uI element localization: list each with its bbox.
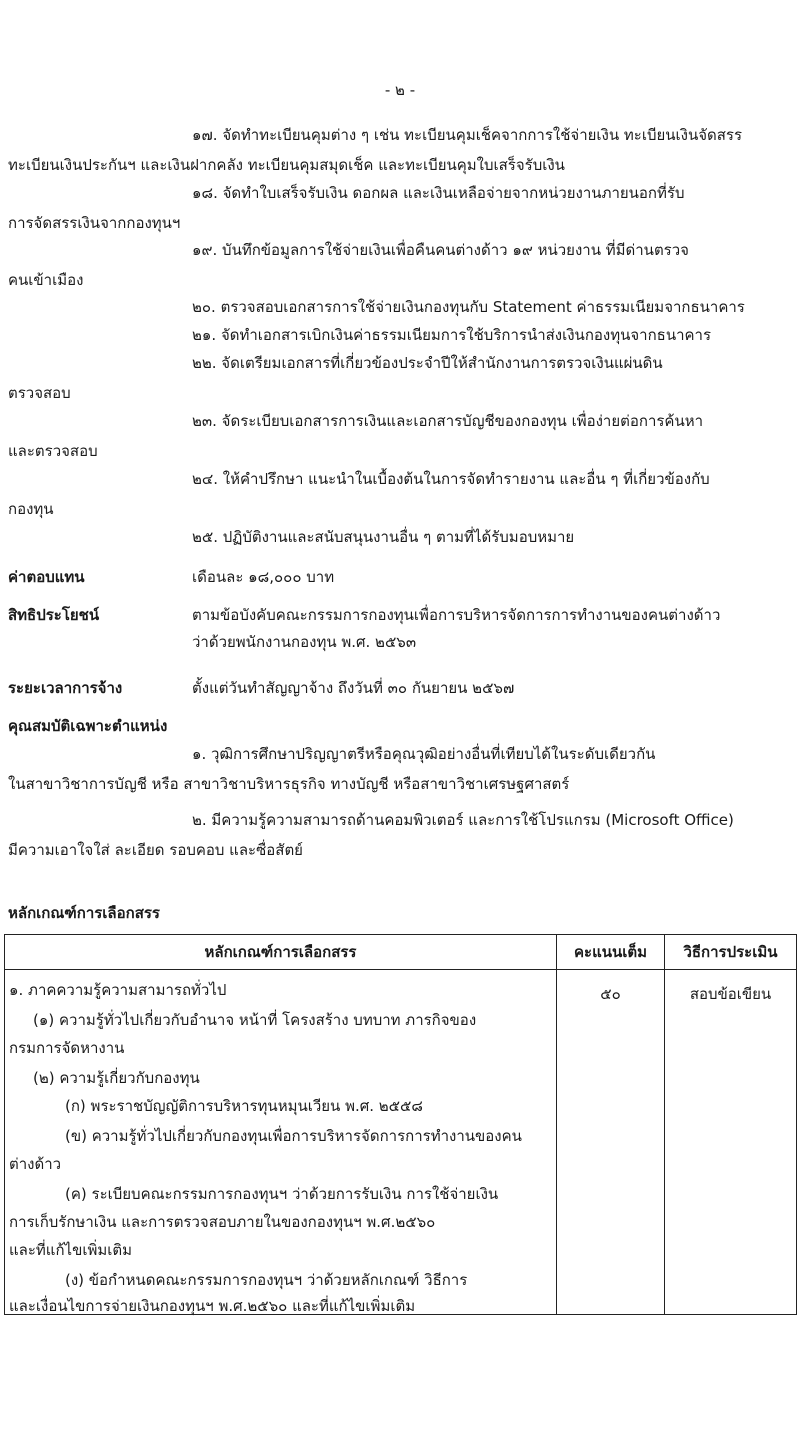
score-value: ๕๐ [600, 985, 621, 1003]
qualification-2-line1: ๒. มีความรู้ความสามารถด้านคอมพิวเตอร์ และการใช้โปรแกรม (Microsoft Office) [192, 811, 734, 829]
duty-19-line1: ๑๙. บันทึกข้อมูลการใช้จ่ายเงินเพื่อคืนคนต่างด้าว ๑๙ หน่วยงาน ที่มีด่านตรวจ [192, 241, 689, 259]
duty-20-line1: ๒๐. ตรวจสอบเอกสารการใช้จ่ายเงินกองทุนกับ Statement ค่าธรรมเนียมจากธนาคาร [192, 298, 745, 316]
criteria-line: ๑. ภาคความรู้ความสามารถทั่วไป [9, 981, 227, 999]
criteria-line: และที่แก้ไขเพิ่มเติม [9, 1241, 133, 1259]
duty-18-line2: การจัดสรรเงินจากกองทุนฯ [8, 214, 181, 232]
selection-criteria-table [4, 934, 797, 1315]
duty-19-line2: คนเข้าเมือง [8, 271, 84, 289]
benefits-label: สิทธิประโยชน์ [8, 606, 100, 624]
employment-period-value: ตั้งแต่วันทำสัญญาจ้าง ถึงวันที่ ๓๐ กันยายน ๒๕๖๗ [192, 679, 515, 697]
benefits-value-line1: ตามข้อบังคับคณะกรรมการกองทุนเพื่อการบริหารจัดการการทำงานของคนต่างด้าว [192, 606, 721, 624]
method-cell [665, 970, 797, 1315]
qualification-2-line2: มีความเอาใจใส่ ละเอียด รอบคอบ และซื่อสัตย์ [8, 841, 303, 859]
duty-17-line2: ทะเบียนเงินประกันฯ และเงินฝากคลัง ทะเบียนคุมสมุดเช็ค และทะเบียนคุมใบเสร็จรับเงิน [8, 156, 565, 174]
criteria-line: (ง) ข้อกำหนดคณะกรรมการกองทุนฯ ว่าด้วยหลักเกณฑ์ วิธีการ [65, 1271, 468, 1289]
table-row [5, 970, 797, 1315]
qualifications-title: คุณสมบัติเฉพาะตำแหน่ง [8, 717, 168, 735]
selection-title: หลักเกณฑ์การเลือกสรร [8, 904, 160, 922]
employment-period-label: ระยะเวลาการจ้าง [8, 679, 123, 697]
duty-22-line2: ตรวจสอบ [8, 384, 71, 402]
duty-18-line1: ๑๘. จัดทำใบเสร็จรับเงิน ดอกผล และเงินเหลือจ่ายจากหน่วยงานภายนอกที่รับ [192, 184, 685, 202]
score-cell [557, 970, 665, 1315]
header-score: คะแนนเต็ม [557, 935, 665, 970]
criteria-line: (ก) พระราชบัญญัติการบริหารทุนหมุนเวียน พ.ศ. ๒๕๕๘ [65, 1097, 423, 1115]
criteria-line: (๒) ความรู้เกี่ยวกับกองทุน [33, 1069, 200, 1087]
header-method: วิธีการประเมิน [665, 935, 797, 970]
criteria-cell [5, 970, 557, 1315]
criteria-line: การเก็บรักษาเงิน และการตรวจสอบภายในของกองทุนฯ พ.ศ.๒๕๖๐ [9, 1213, 436, 1231]
criteria-line: (ค) ระเบียบคณะกรรมการกองทุนฯ ว่าด้วยการรับเงิน การใช้จ่ายเงิน [65, 1185, 499, 1203]
duty-23-line1: ๒๓. จัดระเบียบเอกสารการเงินและเอกสารบัญชีของกองทุน เพื่อง่ายต่อการค้นหา [192, 412, 704, 430]
compensation-label: ค่าตอบแทน [8, 568, 85, 586]
page-number: - ๒ - [384, 81, 416, 99]
duty-25-line1: ๒๕. ปฏิบัติงานและสนับสนุนงานอื่น ๆ ตามที่ได้รับมอบหมาย [192, 528, 575, 546]
duty-24-line2: กองทุน [8, 500, 54, 518]
qualification-1-line2: ในสาขาวิชาการบัญชี หรือ สาขาวิชาบริหารธุรกิจ ทางบัญชี หรือสาขาวิชาเศรษฐศาสตร์ [8, 775, 570, 793]
criteria-line: (ข) ความรู้ทั่วไปเกี่ยวกับกองทุนเพื่อการบริหารจัดการการทำงานของคน [65, 1127, 522, 1145]
header-criteria: หลักเกณฑ์การเลือกสรร [5, 935, 557, 970]
criteria-line: กรมการจัดหางาน [9, 1039, 125, 1057]
qualification-1-line1: ๑. วุฒิการศึกษาปริญญาตรีหรือคุณวุฒิอย่างอื่นที่เทียบได้ในระดับเดียวกัน [192, 745, 656, 763]
criteria-line: และเงื่อนไขการจ่ายเงินกองทุนฯ พ.ศ.๒๕๖๐ และที่แก้ไขเพิ่มเติม [9, 1297, 416, 1315]
criteria-line: ต่างด้าว [9, 1155, 62, 1173]
duty-22-line1: ๒๒. จัดเตรียมเอกสารที่เกี่ยวข้องประจำปีให้สำนักงานการตรวจเงินแผ่นดิน [192, 354, 663, 372]
criteria-line: (๑) ความรู้ทั่วไปเกี่ยวกับอำนาจ หน้าที่ โครงสร้าง บทบาท ภารกิจของ [33, 1011, 477, 1029]
duty-21-line1: ๒๑. จัดทำเอกสารเบิกเงินค่าธรรมเนียมการใช้บริการนำส่งเงินกองทุนจากธนาคาร [192, 326, 712, 344]
duty-24-line1: ๒๔. ให้คำปรึกษา แนะนำในเบื้องต้นในการจัดทำรายงาน และอื่น ๆ ที่เกี่ยวข้องกับ [192, 470, 710, 488]
method-value: สอบข้อเขียน [689, 985, 772, 1003]
benefits-value-line2: ว่าด้วยพนักงานกองทุน พ.ศ. ๒๕๖๓ [192, 633, 417, 651]
compensation-value: เดือนละ ๑๘,๐๐๐ บาท [192, 568, 335, 586]
table-header-row [5, 935, 797, 970]
duty-17-line1: ๑๗. จัดทำทะเบียนคุมต่าง ๆ เช่น ทะเบียนคุมเช็คจากการใช้จ่ายเงิน ทะเบียนเงินจัดสรร [192, 126, 743, 144]
duty-23-line2: และตรวจสอบ [8, 442, 98, 460]
